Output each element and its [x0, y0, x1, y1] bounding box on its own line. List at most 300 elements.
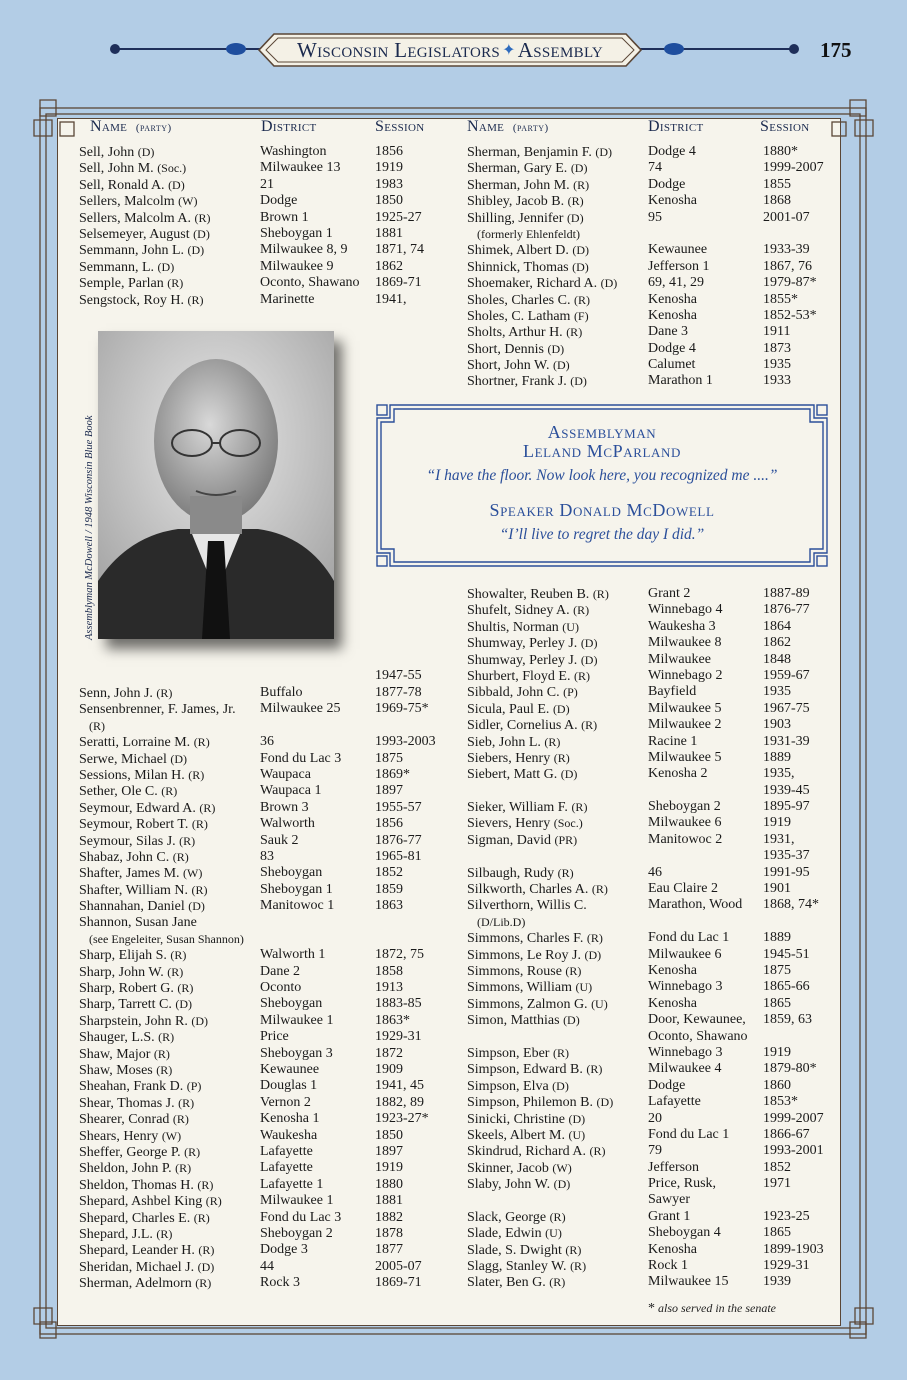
- table-row: [79, 1275, 459, 1291]
- district-cell: Brown 3: [260, 799, 309, 815]
- district-cell: Oconto: [260, 980, 302, 996]
- name-cell: Sicula, Paul E.: [467, 701, 550, 717]
- session-cell: 1909: [375, 1061, 403, 1077]
- col-header-name-label: Name: [90, 118, 128, 135]
- party-cell: (R): [193, 735, 210, 750]
- table-row: [79, 259, 459, 275]
- name-party-group: [79, 144, 154, 161]
- table-row: [467, 1094, 832, 1110]
- session-cell: 1877: [375, 1242, 403, 1258]
- party-cell: (D): [547, 341, 565, 356]
- district-cell: 95: [648, 209, 662, 225]
- col-header-session-left: Session: [375, 118, 425, 135]
- district-cell: Dodge 4: [648, 144, 696, 159]
- table-row: [467, 1209, 832, 1225]
- photo-credit: Assemblyman McDowell / 1948 Wisconsin Blue Book: [84, 415, 95, 640]
- district-cell: 79: [648, 1143, 662, 1159]
- district-cell: Milwaukee: [648, 651, 711, 667]
- district-cell: Eau Claire 2: [648, 881, 718, 897]
- district-cell: Sheboygan 3: [260, 1045, 333, 1061]
- name-cell: Seymour, Silas J.: [79, 833, 176, 849]
- session-cell: 1863: [375, 898, 403, 914]
- party-cell: (D): [170, 751, 188, 766]
- party-cell: (D): [595, 145, 613, 159]
- table-row: [467, 1012, 832, 1028]
- name-cell: Sether, Ole C.: [79, 784, 158, 800]
- col-header-district-right: District: [648, 118, 704, 135]
- party-cell: (D): [572, 259, 589, 274]
- table-row: [79, 833, 459, 849]
- district-cell: Milwaukee 6: [648, 815, 722, 831]
- name-cell: Shafter, William N.: [79, 882, 189, 898]
- name-cell: Sharp, Robert G.: [79, 981, 174, 997]
- session-cell: 1864: [763, 618, 791, 634]
- name-cell: Shinnick, Thomas: [467, 259, 569, 275]
- district-cell: Dodge 3: [260, 1242, 308, 1258]
- session-cell: 1919: [763, 1044, 791, 1060]
- name-party-group: [79, 996, 192, 1013]
- name-cell: Shortner, Frank J.: [467, 374, 567, 390]
- district-cell: Milwaukee 1: [260, 1012, 334, 1028]
- table-row: [467, 357, 832, 373]
- party-cell: (R): [184, 1144, 201, 1159]
- party-cell: (D/Lib.D): [477, 914, 526, 929]
- name-cell: Silbaugh, Rudy: [467, 865, 555, 881]
- name-party-group: [79, 800, 215, 817]
- name-party-group: [467, 324, 582, 341]
- district-cell: Lafayette 1: [260, 1176, 324, 1192]
- name-cell: Short, John W.: [467, 358, 550, 374]
- party-cell: (D): [568, 1111, 586, 1126]
- legislator-table-left-cont: [79, 668, 459, 684]
- name-party-group: [467, 799, 587, 816]
- party-cell: (R): [573, 668, 590, 683]
- session-cell: 1933-39: [763, 242, 810, 258]
- portrait-photo: [98, 331, 334, 639]
- name-party-group: [467, 1242, 581, 1259]
- session-cell: 1855*: [763, 291, 798, 307]
- name-party-group: [79, 226, 210, 243]
- name-cell: Simpson, Elva: [467, 1078, 549, 1094]
- session-cell: 1860: [763, 1077, 791, 1093]
- name-cell: Shepard, Ashbel King: [79, 1194, 203, 1210]
- district-cell: Dane 3: [648, 324, 689, 340]
- title-left: Wisconsin Legislators: [296, 37, 501, 62]
- district-cell: Dane 2: [260, 963, 301, 979]
- district-cell: Milwaukee 6: [648, 946, 722, 962]
- name-cell: Sheldon, Thomas H.: [79, 1177, 194, 1193]
- district-cell: Rock 1: [648, 1258, 689, 1274]
- party-cell: (R): [170, 948, 187, 963]
- session-cell: 1865-66: [763, 979, 810, 995]
- table-row: [467, 1029, 832, 1045]
- table-row: [467, 619, 832, 635]
- table-row: [79, 226, 459, 242]
- session-cell: 1999-2007: [763, 160, 824, 176]
- name-cell: Sell, Ronald A.: [79, 177, 165, 193]
- name-cell: Shear, Thomas J.: [79, 1095, 175, 1111]
- table-row: [467, 815, 832, 831]
- district-cell: Kewaunee: [648, 242, 708, 258]
- name-cell: Sieb, John L.: [467, 734, 541, 750]
- name-cell: Sherman, John M.: [467, 177, 570, 193]
- table-row: [79, 914, 459, 930]
- name-party-group: [467, 734, 560, 751]
- name-party-group: [467, 619, 579, 636]
- name-cell: Sharp, Tarrett C.: [79, 997, 172, 1013]
- session-cell: 1899-1903: [763, 1241, 824, 1257]
- name-cell: Shoemaker, Richard A.: [467, 276, 598, 292]
- table-row: [467, 963, 832, 979]
- name-cell: Slaby, John W.: [467, 1177, 551, 1193]
- name-party-group: [467, 652, 597, 669]
- name-cell: Short, Dennis: [467, 341, 544, 357]
- name-cell: Sellers, Malcolm A.: [79, 210, 191, 226]
- name-cell: Seymour, Edward A.: [79, 800, 196, 816]
- table-row: [467, 1242, 832, 1258]
- col-header-party-label: (party): [135, 122, 172, 134]
- name-cell: Slack, George: [467, 1209, 547, 1225]
- table-row: [467, 1143, 832, 1159]
- district-cell: Kenosha 1: [260, 1111, 320, 1127]
- table-row: [467, 1111, 832, 1127]
- party-cell: (R): [158, 1030, 175, 1045]
- party-cell: (R): [592, 587, 609, 601]
- table-row: [79, 1210, 459, 1226]
- name-cell: Shaw, Moses: [79, 1062, 153, 1078]
- name-party-group: [89, 718, 105, 735]
- party-cell: (R): [195, 1276, 212, 1291]
- session-cell: 1877-78: [375, 685, 422, 700]
- name-party-group: [467, 881, 608, 898]
- col-header-name-right: [467, 118, 549, 136]
- session-cell: 1999-2007: [763, 1110, 824, 1126]
- party-cell: (P): [563, 685, 578, 700]
- name-cell: Sessions, Milan H.: [79, 767, 185, 783]
- session-cell: 1852: [375, 865, 403, 881]
- name-cell: Shears, Henry: [79, 1128, 159, 1144]
- table-row: [467, 734, 832, 750]
- session-cell: 1947-55: [375, 668, 422, 683]
- district-cell: Marinette: [260, 291, 315, 307]
- session-cell: 1883-85: [375, 996, 422, 1012]
- name-party-group: [79, 980, 193, 997]
- session-cell: 1939-45: [763, 782, 810, 798]
- name-party-group: [79, 767, 204, 784]
- name-cell: Simmons, William: [467, 980, 572, 996]
- party-cell: (D): [580, 652, 598, 667]
- session-cell: 1935,: [763, 766, 795, 782]
- name-cell: Sidler, Cornelius A.: [467, 718, 578, 734]
- session-cell: 1881: [375, 225, 403, 241]
- session-cell: 1901: [763, 881, 791, 897]
- party-cell: (PR): [554, 832, 578, 847]
- session-cell: 1850: [375, 1127, 403, 1143]
- col-header-district-left: District: [261, 118, 317, 135]
- session-cell: 1941,: [375, 291, 407, 307]
- name-cell: Sherman, Adelmorn: [79, 1276, 192, 1292]
- session-cell: 1919: [375, 1160, 403, 1176]
- session-cell: 1859: [375, 881, 403, 897]
- table-row: [467, 292, 832, 308]
- table-row: [467, 242, 832, 258]
- title-right: Assembly: [517, 37, 604, 62]
- session-cell: 1876-77: [763, 602, 810, 618]
- session-cell: 1935: [763, 357, 791, 373]
- district-cell: Kenosha: [648, 962, 697, 978]
- name-cell: Shepard, J.L.: [79, 1226, 153, 1242]
- name-cell: Sharp, John W.: [79, 964, 164, 980]
- name-party-group: [79, 898, 205, 915]
- name-cell: Shultis, Norman: [467, 619, 559, 635]
- name-party-group: [467, 865, 574, 882]
- table-row: [467, 226, 832, 242]
- party-cell: (R): [205, 1194, 222, 1209]
- party-cell: (D): [552, 701, 570, 716]
- title-separator: ✦: [502, 42, 516, 59]
- quote-text-1: “I have the floor. Now look here, you recognized me ....”: [426, 467, 778, 484]
- session-cell: 1965-81: [375, 848, 422, 864]
- party-cell: (P): [186, 1079, 202, 1094]
- name-cell: Skinner, Jacob: [467, 1160, 549, 1176]
- name-cell: Simmons, Zalmon G.: [467, 996, 588, 1012]
- party-cell: (R): [549, 1275, 566, 1290]
- district-cell: Milwaukee 5: [648, 700, 722, 716]
- name-cell: Sibbald, John C.: [467, 685, 560, 701]
- district-cell: Sheboygan 2: [260, 1225, 333, 1241]
- party-cell: (D): [552, 1078, 569, 1093]
- name-party-group: [467, 210, 584, 227]
- party-cell: (R): [573, 292, 590, 307]
- district-cell: Waukesha 3: [648, 618, 716, 634]
- party-cell: (D): [560, 767, 578, 782]
- name-party-group: [467, 1225, 562, 1242]
- district-cell: Milwaukee 8: [648, 635, 722, 651]
- table-row: [79, 734, 459, 750]
- name-party-group: [467, 815, 583, 832]
- district-cell: Winnebago 4: [648, 602, 723, 618]
- name-party-group: [467, 144, 612, 161]
- district-cell: Price: [260, 1029, 289, 1045]
- name-party-group: [467, 242, 589, 259]
- party-cell: (R): [172, 1112, 189, 1127]
- name-cell: Simmons, Rouse: [467, 963, 562, 979]
- session-cell: 1993-2003: [375, 734, 436, 750]
- party-cell: (D): [552, 358, 570, 373]
- party-cell: (R): [199, 800, 216, 815]
- name-cell: Simpson, Edward B.: [467, 1062, 583, 1078]
- table-row: [467, 1176, 832, 1192]
- party-cell: (R): [178, 1095, 195, 1110]
- legislator-table-left-bottom: [79, 685, 459, 1291]
- table-row: [79, 1242, 459, 1258]
- table-row: [79, 193, 459, 209]
- party-cell: (D): [570, 374, 587, 389]
- session-cell: 1853*: [763, 1094, 798, 1110]
- district-cell: Vernon 2: [260, 1094, 311, 1110]
- district-cell: Washington: [260, 144, 327, 159]
- party-cell: (D): [572, 243, 590, 258]
- session-cell: 1868: [763, 193, 791, 209]
- table-row: [467, 210, 832, 226]
- session-cell: 1862: [763, 635, 791, 651]
- session-cell: 1878: [375, 1225, 403, 1241]
- name-party-group: [79, 1046, 170, 1063]
- name-party-group: [467, 979, 592, 996]
- table-row: [467, 259, 832, 275]
- session-cell: 1867, 76: [763, 258, 812, 274]
- session-cell: 1895-97: [763, 799, 810, 815]
- party-cell: (U): [562, 619, 579, 634]
- table-row: [467, 783, 832, 799]
- name-party-group: [467, 259, 589, 276]
- table-row: [79, 1128, 459, 1144]
- party-cell: (R): [586, 931, 603, 946]
- name-party-group: [79, 964, 183, 981]
- name-cell: Simmons, Charles F.: [467, 931, 584, 947]
- name-cell: Shumway, Perley J.: [467, 652, 578, 668]
- table-row: [467, 144, 832, 160]
- district-cell: Price, Rusk,: [648, 1176, 717, 1192]
- table-row: [467, 897, 832, 913]
- district-cell: 83: [260, 848, 274, 864]
- party-cell: (U): [568, 1127, 586, 1142]
- party-cell: (R): [156, 1062, 173, 1077]
- district-cell: Winnebago 3: [648, 979, 723, 995]
- name-cell: Slade, Edwin: [467, 1226, 542, 1242]
- session-cell: 1931,: [763, 831, 795, 847]
- name-party-group: [467, 832, 577, 849]
- party-cell: (D): [137, 145, 155, 159]
- party-cell: (R): [89, 718, 105, 733]
- district-cell: Fond du Lac 1: [648, 930, 730, 946]
- party-cell: (D): [193, 226, 210, 241]
- name-cell: Serwe, Michael: [79, 751, 167, 767]
- name-cell: Slade, S. Dwight: [467, 1242, 562, 1258]
- party-cell: (R): [198, 1243, 215, 1258]
- party-cell: (R): [570, 1259, 587, 1274]
- party-cell: (D): [187, 243, 205, 258]
- table-row: [467, 177, 832, 193]
- page-number: 175: [820, 38, 852, 62]
- session-cell: 1852: [763, 1159, 791, 1175]
- table-row: [467, 701, 832, 717]
- name-party-group: [467, 1045, 569, 1062]
- party-cell: (D): [175, 997, 193, 1012]
- session-cell: 1859, 63: [763, 1012, 812, 1028]
- table-row: [79, 1078, 459, 1094]
- table-row: [467, 324, 832, 340]
- name-cell: Shurbert, Floyd E.: [467, 668, 571, 684]
- legislator-table-right-bottom: [467, 586, 832, 1291]
- party-cell: (R): [175, 1161, 192, 1176]
- district-cell: Lafayette: [648, 1094, 701, 1110]
- header-ornament-right: [664, 43, 684, 55]
- name-cell: Simon, Matthias: [467, 1013, 560, 1029]
- name-party-group: [79, 1193, 222, 1210]
- district-cell: Fond du Lac 3: [260, 1209, 342, 1225]
- party-cell: (U): [545, 1226, 562, 1241]
- table-row: [79, 1062, 459, 1078]
- name-cell: Sharp, Elijah S.: [79, 948, 167, 964]
- session-cell: 1929-31: [375, 1029, 422, 1045]
- table-row: [467, 914, 832, 930]
- table-row: [79, 996, 459, 1012]
- party-cell: (R): [191, 817, 208, 832]
- name-party-group: [467, 947, 601, 964]
- district-cell: 69, 41, 29: [648, 275, 704, 291]
- table-row: [79, 1177, 459, 1193]
- session-cell: 1889: [763, 930, 791, 946]
- party-cell: (R): [153, 1046, 170, 1061]
- session-cell: 1876-77: [375, 832, 422, 848]
- table-row: [79, 816, 459, 832]
- name-cell: Sholes, Charles C.: [467, 292, 571, 308]
- name-party-group: [89, 931, 244, 948]
- district-cell: Walworth 1: [260, 947, 326, 963]
- table-row: [467, 717, 832, 733]
- name-party-group: [79, 1242, 214, 1259]
- table-row: [79, 882, 459, 898]
- session-cell: 1935-37: [763, 848, 810, 864]
- name-party-group: [467, 1111, 585, 1128]
- name-party-group: [467, 308, 589, 325]
- session-cell: 1971: [763, 1176, 791, 1192]
- name-party-group: [467, 357, 570, 374]
- name-party-group: [79, 865, 202, 882]
- name-party-group: [79, 751, 187, 768]
- party-cell: (D): [596, 1095, 614, 1110]
- party-cell: (R): [187, 292, 204, 307]
- district-cell: Milwaukee 8, 9: [260, 242, 348, 258]
- party-cell: (W): [183, 866, 203, 881]
- table-row: [79, 242, 459, 258]
- table-row: [467, 373, 832, 389]
- name-cell: Semmann, John L.: [79, 243, 184, 259]
- name-cell: Shaw, Major: [79, 1046, 151, 1062]
- session-cell: 1897: [375, 783, 403, 799]
- name-party-group: [467, 930, 603, 947]
- table-row: [467, 996, 832, 1012]
- name-party-group: [467, 160, 587, 177]
- session-cell: 1871, 74: [375, 242, 424, 258]
- name-party-group: [79, 160, 186, 177]
- table-row: [467, 848, 832, 864]
- name-party-group: [467, 1127, 585, 1144]
- name-party-group: [467, 1143, 606, 1160]
- party-cell: (R): [573, 603, 590, 618]
- session-cell: 1880*: [763, 144, 798, 159]
- name-party-group: [79, 292, 204, 309]
- table-row: [79, 1095, 459, 1111]
- district-cell: Jefferson: [648, 1159, 700, 1175]
- session-cell: 1889: [763, 749, 791, 765]
- party-cell: (F): [573, 308, 589, 323]
- party-cell: (W): [552, 1160, 572, 1175]
- name-party-group: [79, 833, 195, 850]
- session-cell: 1858: [375, 963, 403, 979]
- name-party-group: [79, 1275, 211, 1292]
- session-cell: 1862: [375, 258, 403, 274]
- table-row: [467, 865, 832, 881]
- table-row: [467, 668, 832, 684]
- name-party-group: [467, 701, 570, 718]
- name-party-group: [467, 177, 589, 194]
- name-party-group: [79, 701, 236, 718]
- session-cell: 2005-07: [375, 1258, 422, 1274]
- district-cell: Sheboygan: [260, 996, 323, 1012]
- table-row: [79, 1013, 459, 1029]
